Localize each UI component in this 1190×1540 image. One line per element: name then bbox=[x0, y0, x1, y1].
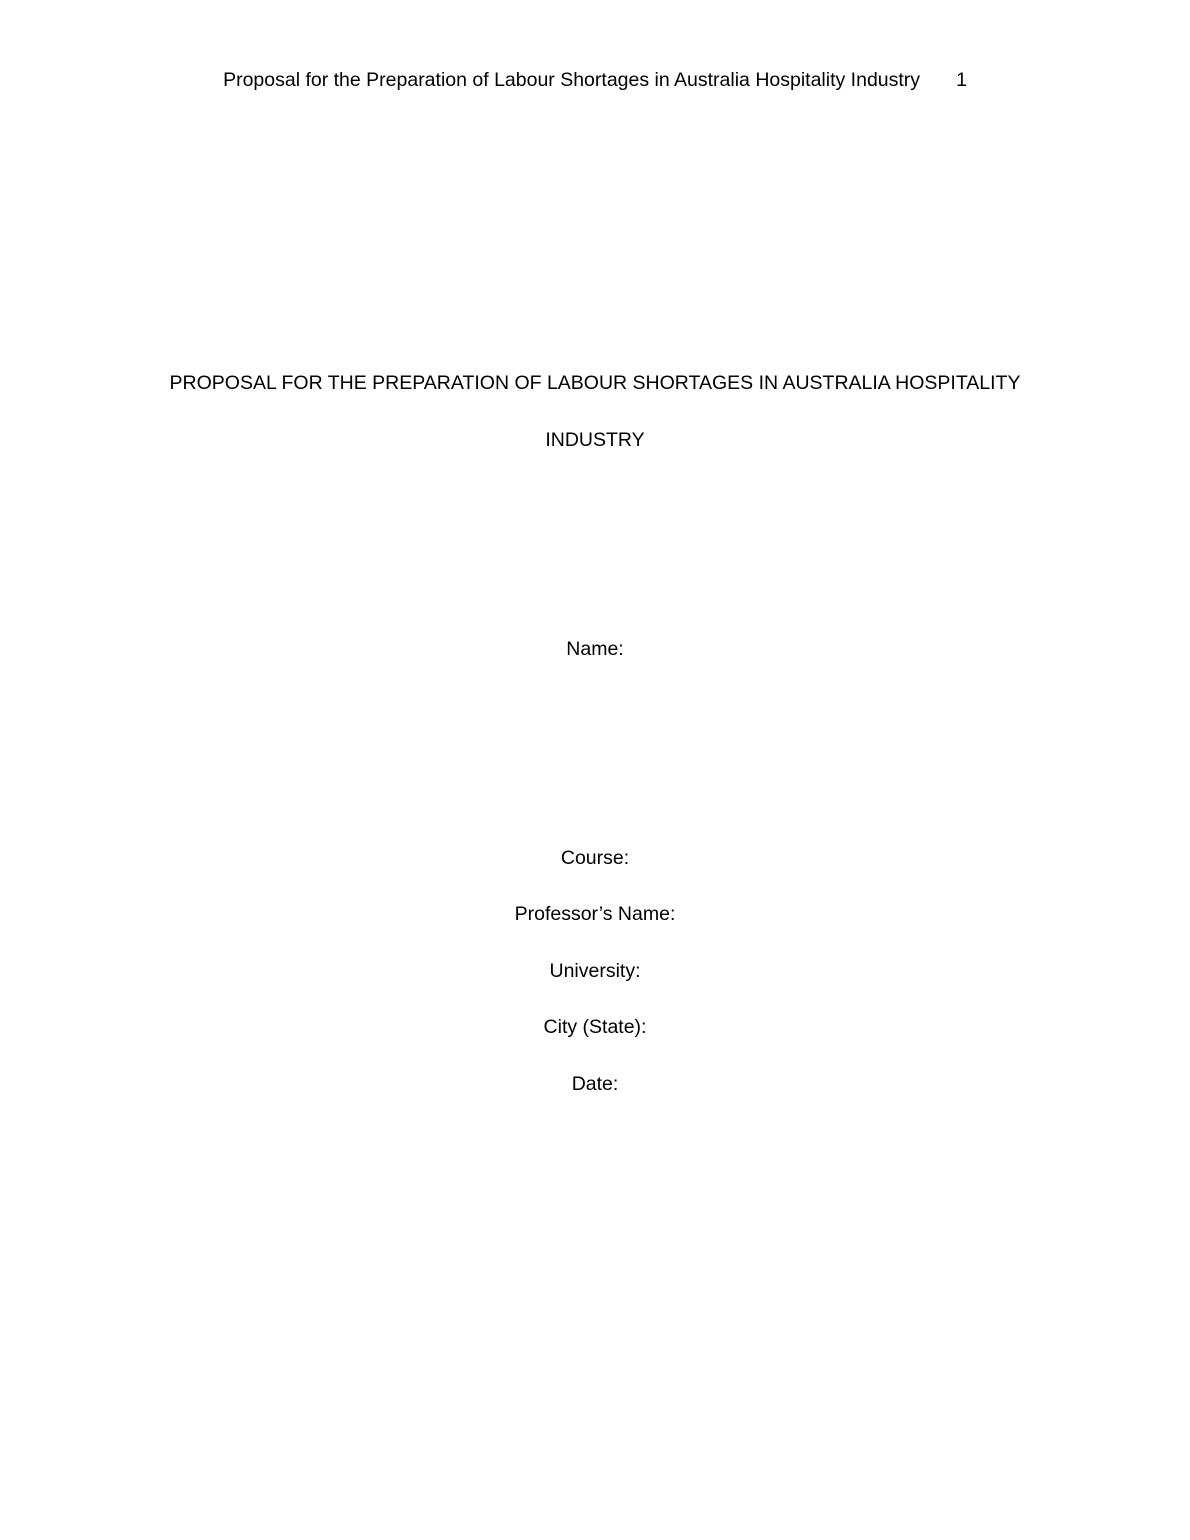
field-city-state: City (State): bbox=[543, 1016, 647, 1039]
document-title bbox=[0, 355, 1190, 468]
title-name-spacer bbox=[0, 468, 1190, 640]
header-title: Proposal for the Preparation of Labour Shortages in Australia Hospitality Industry bbox=[223, 69, 921, 91]
field-date: Date: bbox=[571, 1072, 619, 1095]
cover-fields bbox=[0, 830, 1190, 1113]
document-body bbox=[0, 355, 1190, 1112]
name-course-spacer bbox=[0, 660, 1190, 830]
header-page-number: 1 bbox=[956, 69, 967, 91]
field-name: Name: bbox=[566, 638, 624, 661]
document-title-line-2: INDUSTRY bbox=[545, 428, 645, 451]
page-header bbox=[0, 68, 1190, 93]
field-course: Course: bbox=[560, 846, 630, 869]
field-professor-name: Professor’s Name: bbox=[514, 903, 676, 926]
document-title-line-1: PROPOSAL FOR THE PREPARATION OF LABOUR SHORTAGES IN AUSTRALIA HOSPITALITY bbox=[169, 372, 1021, 394]
field-university: University: bbox=[549, 959, 641, 982]
